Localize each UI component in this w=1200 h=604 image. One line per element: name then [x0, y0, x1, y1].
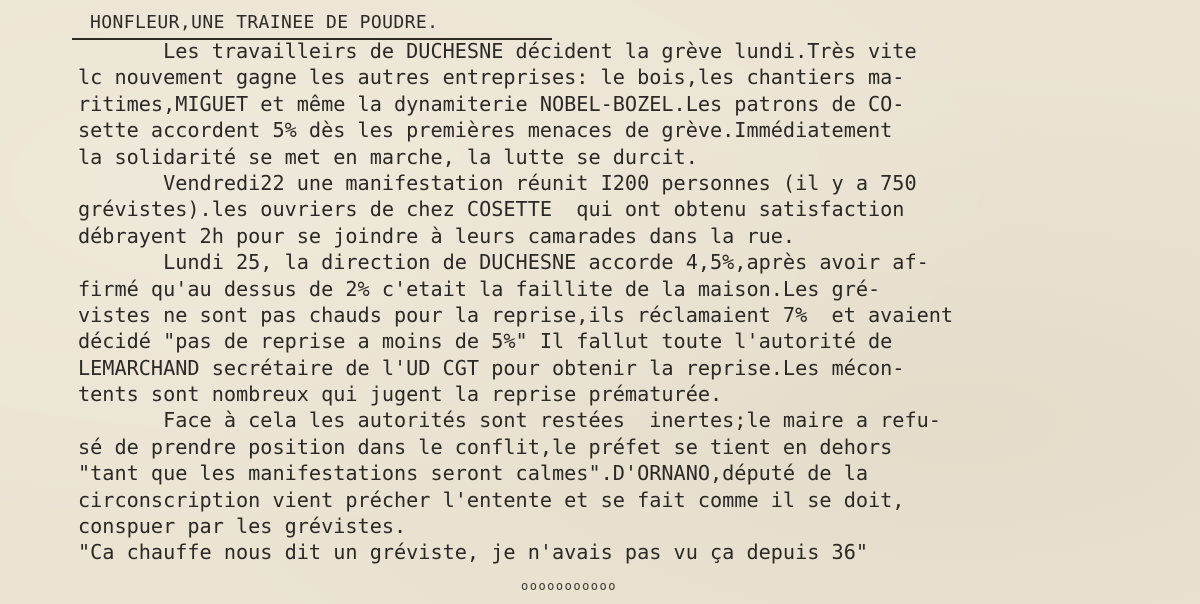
text-line: circonscription vient précher l'entente et se fait comme il se doit,	[78, 487, 905, 512]
text-line: firmé qu'au dessus de 2% c'etait la faillite de la maison.Les gré-	[78, 276, 881, 301]
text-line: "Ca chauffe nous dit un gréviste, je n'avais pas vu ça depuis 36"	[78, 540, 869, 565]
text-line: grévistes).les ouvriers de chez COSETTE qui ont obtenu satisfaction	[78, 197, 905, 222]
text-line: Face à cela les autorités sont restées inertes;le maire a refu-	[78, 408, 941, 433]
text-line: "tant que les manifestations seront calmes".D'ORNANO,député de la	[78, 461, 869, 486]
text-line: Lundi 25, la direction de DUCHESNE accorde 4,5%,après avoir af-	[78, 250, 929, 275]
text-line: conspuer par les grévistes.	[78, 514, 407, 539]
text-line: LEMARCHAND secrétaire de l'UD CGT pour obtenir la reprise.Les mécon-	[78, 355, 905, 380]
text-line: vistes ne sont pas chauds pour la reprise,ils réclamaient 7% et avaient	[78, 302, 954, 327]
text-line: décidé "pas de reprise a moins de 5%" Il fallut toute l'autorité de	[78, 329, 893, 354]
text-line: Les travailleirs de DUCHESNE décident la grève lundi.Très vite	[78, 39, 917, 63]
text-line: tents sont nombreux qui jugent la reprise prématurée.	[78, 382, 723, 407]
text-line: lc nouvement gagne les autres entreprises: le bois,les chantiers ma-	[78, 65, 905, 90]
article-body	[78, 38, 953, 566]
end-of-article-marker: ooooooooooo	[521, 579, 617, 593]
article-title: HONFLEUR,UNE TRAINEE DE POUDRE.	[90, 12, 439, 33]
text-line: Vendredi22 une manifestation réunit I200 personnes (il y a 750	[78, 170, 917, 195]
text-line: ritimes,MIGUET et même la dynamiterie NOBEL-BOZEL.Les patrons de CO-	[78, 91, 905, 116]
text-line: la solidarité se met en marche, la lutte se durcit.	[78, 144, 698, 169]
text-line: sé de prendre position dans le conflit,le préfet se tient en dehors	[78, 434, 893, 459]
text-line: sette accordent 5% dès les premières menaces de grève.Immédiatement	[78, 118, 893, 143]
text-line: débrayent 2h pour se joindre à leurs camarades dans la rue.	[78, 223, 796, 248]
